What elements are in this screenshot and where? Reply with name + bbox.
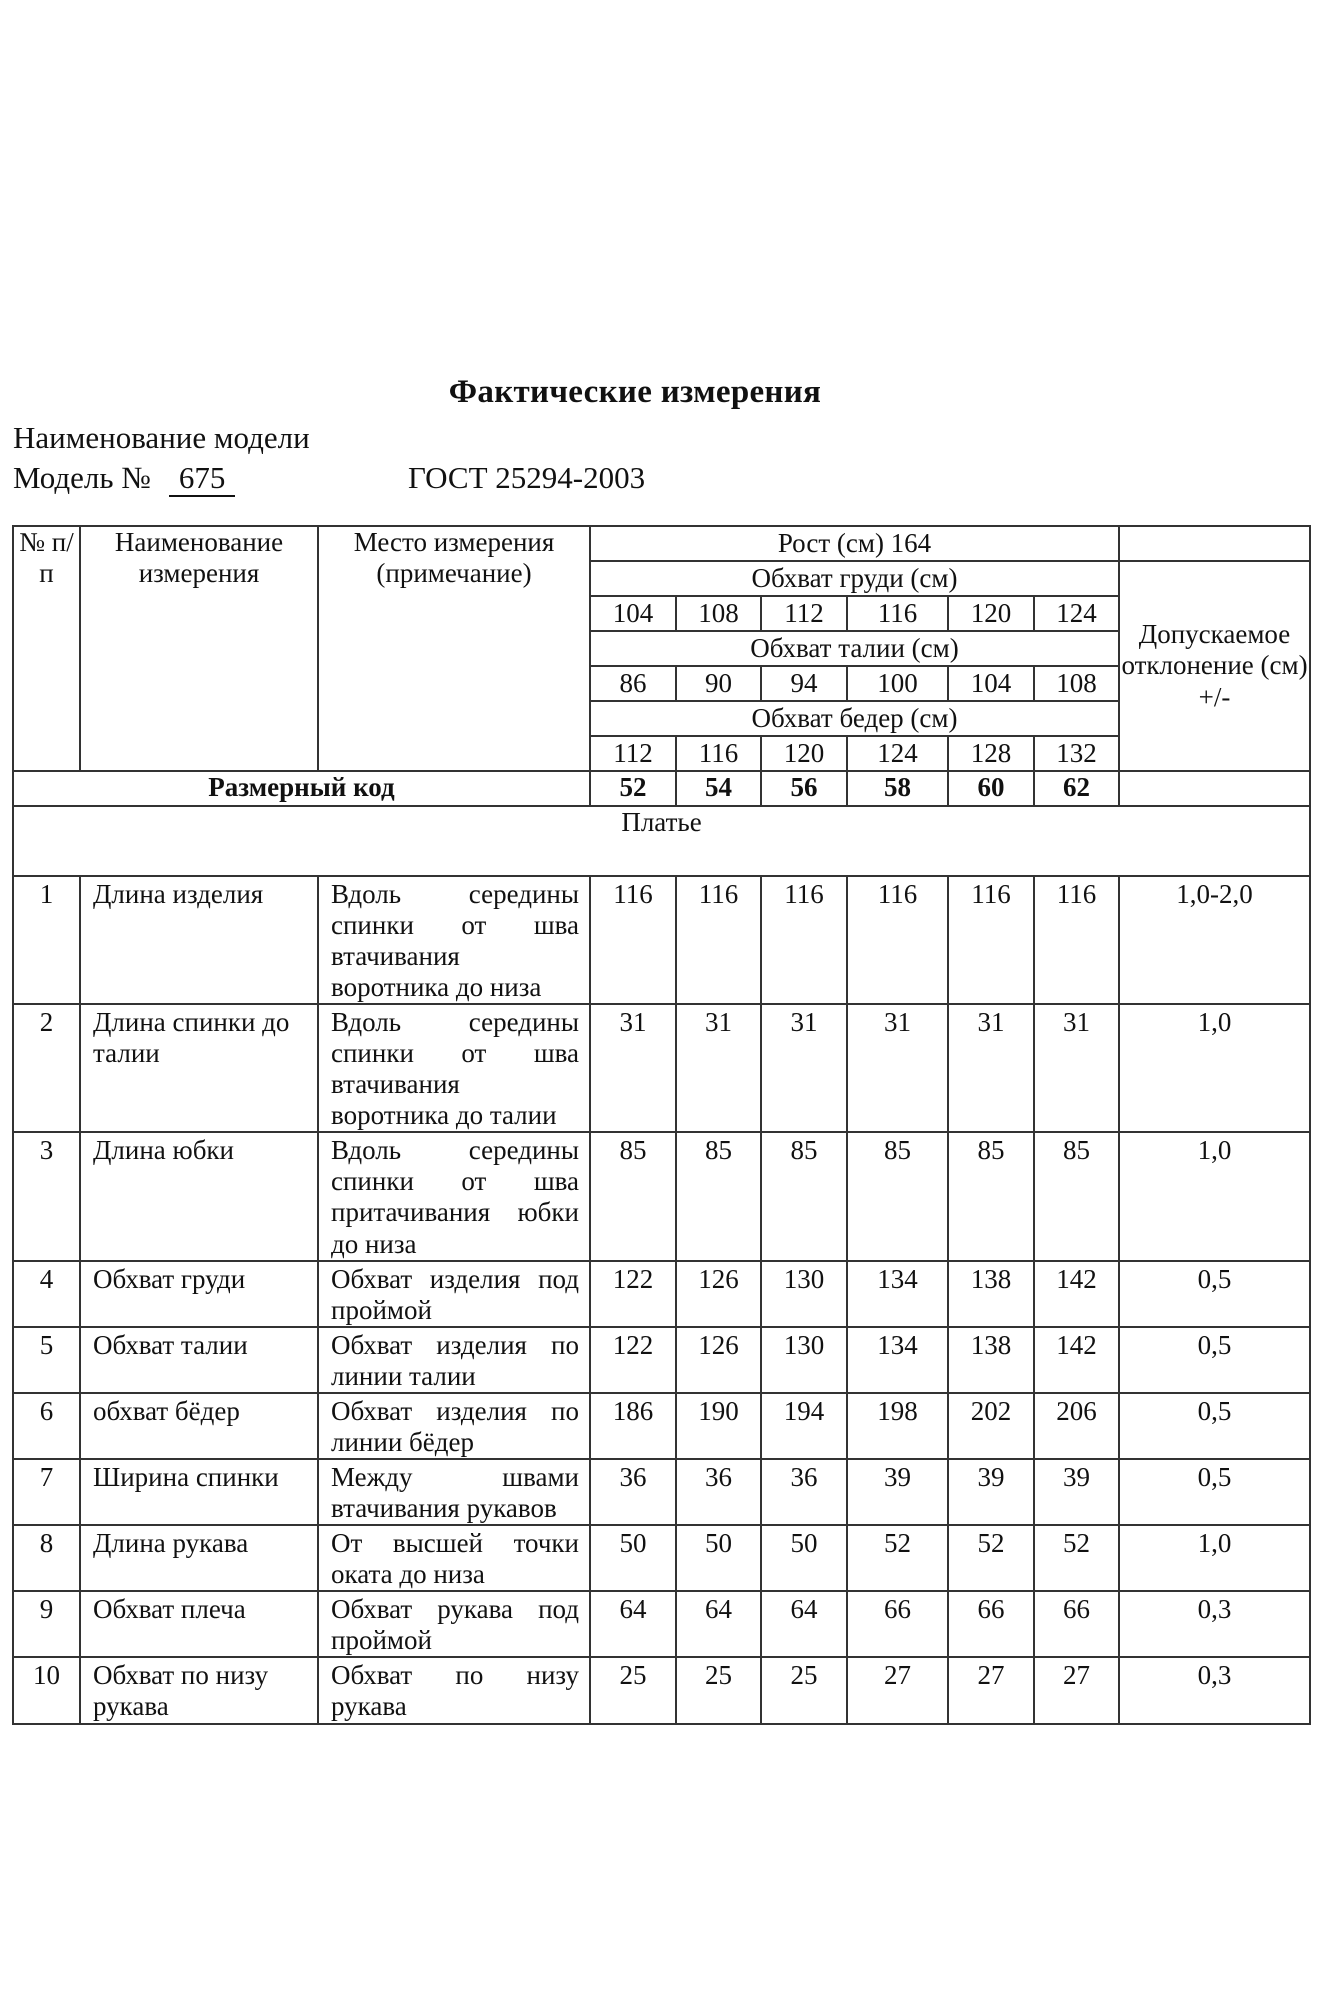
tolerance-value: 0,5 [1119, 1261, 1310, 1327]
waist-value: 94 [761, 666, 847, 701]
measurement-value: 31 [948, 1004, 1034, 1132]
chest-value: 124 [1034, 596, 1119, 631]
header-row-height [13, 526, 1310, 561]
measurement-name: Длина рукава [80, 1525, 318, 1591]
hips-value: 112 [590, 736, 676, 771]
measurement-value: 134 [847, 1327, 948, 1393]
table-row [13, 1459, 1310, 1525]
measurement-value: 25 [761, 1657, 847, 1724]
col-name-header: Наименование измерения [80, 526, 318, 771]
measurement-value: 116 [676, 876, 761, 1004]
measurement-value: 130 [761, 1327, 847, 1393]
measurement-note: Обхват по низу рукава [318, 1657, 590, 1724]
measurement-value: 27 [1034, 1657, 1119, 1724]
measurement-value: 36 [761, 1459, 847, 1525]
tolerance-value: 1,0-2,0 [1119, 876, 1310, 1004]
measurement-value: 52 [847, 1525, 948, 1591]
measurement-value: 85 [676, 1132, 761, 1260]
measurement-value: 66 [1034, 1591, 1119, 1657]
measurement-value: 116 [590, 876, 676, 1004]
measurement-value: 138 [948, 1327, 1034, 1393]
tolerance-value: 1,0 [1119, 1525, 1310, 1591]
tolerance-value: 1,0 [1119, 1132, 1310, 1260]
waist-value: 100 [847, 666, 948, 701]
measurement-value: 39 [1034, 1459, 1119, 1525]
table-row [13, 876, 1310, 1004]
measurement-value: 116 [948, 876, 1034, 1004]
row-number: 8 [13, 1525, 80, 1591]
measurement-value: 25 [590, 1657, 676, 1724]
measurement-name: Обхват по низу рукава [80, 1657, 318, 1724]
measurement-value: 36 [676, 1459, 761, 1525]
measurement-value: 66 [847, 1591, 948, 1657]
measurement-name: Длина юбки [80, 1132, 318, 1260]
measurements-table [12, 525, 1311, 1725]
measurement-value: 39 [847, 1459, 948, 1525]
measurement-value: 116 [1034, 876, 1119, 1004]
measurement-value: 85 [847, 1132, 948, 1260]
chest-value: 116 [847, 596, 948, 631]
tolerance-top-blank [1119, 526, 1310, 561]
measurement-note: Вдоль середины спинки от шва втачивания воротника до талии [318, 1004, 590, 1132]
size-code-value: 54 [676, 771, 761, 806]
col-place-header: Место измерения (примечание) [318, 526, 590, 771]
measurement-name: Обхват груди [80, 1261, 318, 1327]
measurement-value: 85 [590, 1132, 676, 1260]
measurement-value: 130 [761, 1261, 847, 1327]
measurement-value: 39 [948, 1459, 1034, 1525]
model-number-label: Модель № [13, 460, 151, 495]
measurement-value: 36 [590, 1459, 676, 1525]
measurement-note: Вдоль середины спинки от шва втачивания воротника до низа [318, 876, 590, 1004]
measurement-name: Длина изделия [80, 876, 318, 1004]
measurement-value: 122 [590, 1261, 676, 1327]
measurement-name: Обхват плеча [80, 1591, 318, 1657]
measurement-value: 27 [847, 1657, 948, 1724]
hips-value: 120 [761, 736, 847, 771]
table-row [13, 1132, 1310, 1260]
measurement-value: 190 [676, 1393, 761, 1459]
measurement-value: 66 [948, 1591, 1034, 1657]
measurement-note: Вдоль середины спинки от шва притачивания юбки до низа [318, 1132, 590, 1260]
table-row [13, 1004, 1310, 1132]
measurement-value: 31 [676, 1004, 761, 1132]
model-number-line [13, 460, 235, 497]
size-code-row [13, 771, 1310, 806]
model-name-label: Наименование модели [13, 420, 310, 455]
measurement-value: 122 [590, 1327, 676, 1393]
chest-value: 104 [590, 596, 676, 631]
tolerance-value: 0,5 [1119, 1393, 1310, 1459]
table-row [13, 1591, 1310, 1657]
measurement-value: 186 [590, 1393, 676, 1459]
tolerance-value: 0,3 [1119, 1591, 1310, 1657]
size-code-value: 62 [1034, 771, 1119, 806]
row-number: 3 [13, 1132, 80, 1260]
measurement-value: 52 [948, 1525, 1034, 1591]
tolerance-value: 1,0 [1119, 1004, 1310, 1132]
table-row [13, 1525, 1310, 1591]
chest-header: Обхват груди (см) [590, 561, 1119, 596]
tolerance-value: 0,5 [1119, 1459, 1310, 1525]
measurement-value: 64 [761, 1591, 847, 1657]
page-title: Фактические измерения [448, 374, 822, 410]
row-number: 5 [13, 1327, 80, 1393]
measurement-value: 202 [948, 1393, 1034, 1459]
row-number: 7 [13, 1459, 80, 1525]
waist-value: 108 [1034, 666, 1119, 701]
measurement-note: Обхват изделия по линии бёдер [318, 1393, 590, 1459]
row-number: 6 [13, 1393, 80, 1459]
measurement-name: Обхват талии [80, 1327, 318, 1393]
tolerance-value: 0,5 [1119, 1327, 1310, 1393]
measurement-value: 134 [847, 1261, 948, 1327]
measurement-note: Обхват изделия по линии талии [318, 1327, 590, 1393]
section-title: Платье [13, 806, 1310, 876]
row-number: 10 [13, 1657, 80, 1724]
measurement-value: 52 [1034, 1525, 1119, 1591]
gost-standard: ГОСТ 25294-2003 [408, 460, 646, 495]
hips-header: Обхват бедер (см) [590, 701, 1119, 736]
measurement-value: 50 [761, 1525, 847, 1591]
size-code-value: 52 [590, 771, 676, 806]
chest-value: 112 [761, 596, 847, 631]
col-no-header: № п/п [13, 526, 80, 771]
section-row [13, 806, 1310, 876]
waist-header: Обхват талии (см) [590, 631, 1119, 666]
height-header: Рост (см) 164 [590, 526, 1119, 561]
measurement-value: 31 [761, 1004, 847, 1132]
row-number: 9 [13, 1591, 80, 1657]
model-number-value: 675 [169, 461, 236, 497]
measurement-note: От высшей точки оката до низа [318, 1525, 590, 1591]
hips-value: 132 [1034, 736, 1119, 771]
measurement-note: Между швами втачивания рукавов [318, 1459, 590, 1525]
measurement-value: 126 [676, 1261, 761, 1327]
hips-value: 116 [676, 736, 761, 771]
size-code-blank [1119, 771, 1310, 806]
measurement-value: 31 [1034, 1004, 1119, 1132]
measurement-value: 142 [1034, 1261, 1119, 1327]
measurement-value: 194 [761, 1393, 847, 1459]
measurement-value: 126 [676, 1327, 761, 1393]
measurement-value: 85 [1034, 1132, 1119, 1260]
measurement-note: Обхват изделия под проймой [318, 1261, 590, 1327]
measurement-value: 138 [948, 1261, 1034, 1327]
size-code-value: 58 [847, 771, 948, 806]
measurement-value: 206 [1034, 1393, 1119, 1459]
hips-value: 128 [948, 736, 1034, 771]
measurement-value: 31 [590, 1004, 676, 1132]
chest-value: 120 [948, 596, 1034, 631]
size-code-value: 60 [948, 771, 1034, 806]
waist-value: 104 [948, 666, 1034, 701]
measurement-value: 50 [590, 1525, 676, 1591]
measurement-value: 25 [676, 1657, 761, 1724]
table-row [13, 1327, 1310, 1393]
measurement-value: 116 [847, 876, 948, 1004]
waist-value: 90 [676, 666, 761, 701]
table-row [13, 1393, 1310, 1459]
measurement-value: 116 [761, 876, 847, 1004]
measurement-name: Ширина спинки [80, 1459, 318, 1525]
measurement-value: 50 [676, 1525, 761, 1591]
measurement-note: Обхват рукава под проймой [318, 1591, 590, 1657]
size-code-label: Размерный код [13, 771, 590, 806]
table-row [13, 1261, 1310, 1327]
row-number: 4 [13, 1261, 80, 1327]
measurement-value: 142 [1034, 1327, 1119, 1393]
measurement-value: 64 [590, 1591, 676, 1657]
measurement-value: 31 [847, 1004, 948, 1132]
size-code-value: 56 [761, 771, 847, 806]
measurement-value: 27 [948, 1657, 1034, 1724]
tolerance-value: 0,3 [1119, 1657, 1310, 1724]
tolerance-header: Допускаемое отклонение (см) +/- [1119, 561, 1310, 771]
measurement-value: 85 [761, 1132, 847, 1260]
chest-value: 108 [676, 596, 761, 631]
table-row [13, 1657, 1310, 1724]
measurement-name: обхват бёдер [80, 1393, 318, 1459]
measurement-value: 64 [676, 1591, 761, 1657]
measurement-name: Длина спинки до талии [80, 1004, 318, 1132]
row-number: 2 [13, 1004, 80, 1132]
hips-value: 124 [847, 736, 948, 771]
waist-value: 86 [590, 666, 676, 701]
measurement-value: 198 [847, 1393, 948, 1459]
measurement-value: 85 [948, 1132, 1034, 1260]
row-number: 1 [13, 876, 80, 1004]
